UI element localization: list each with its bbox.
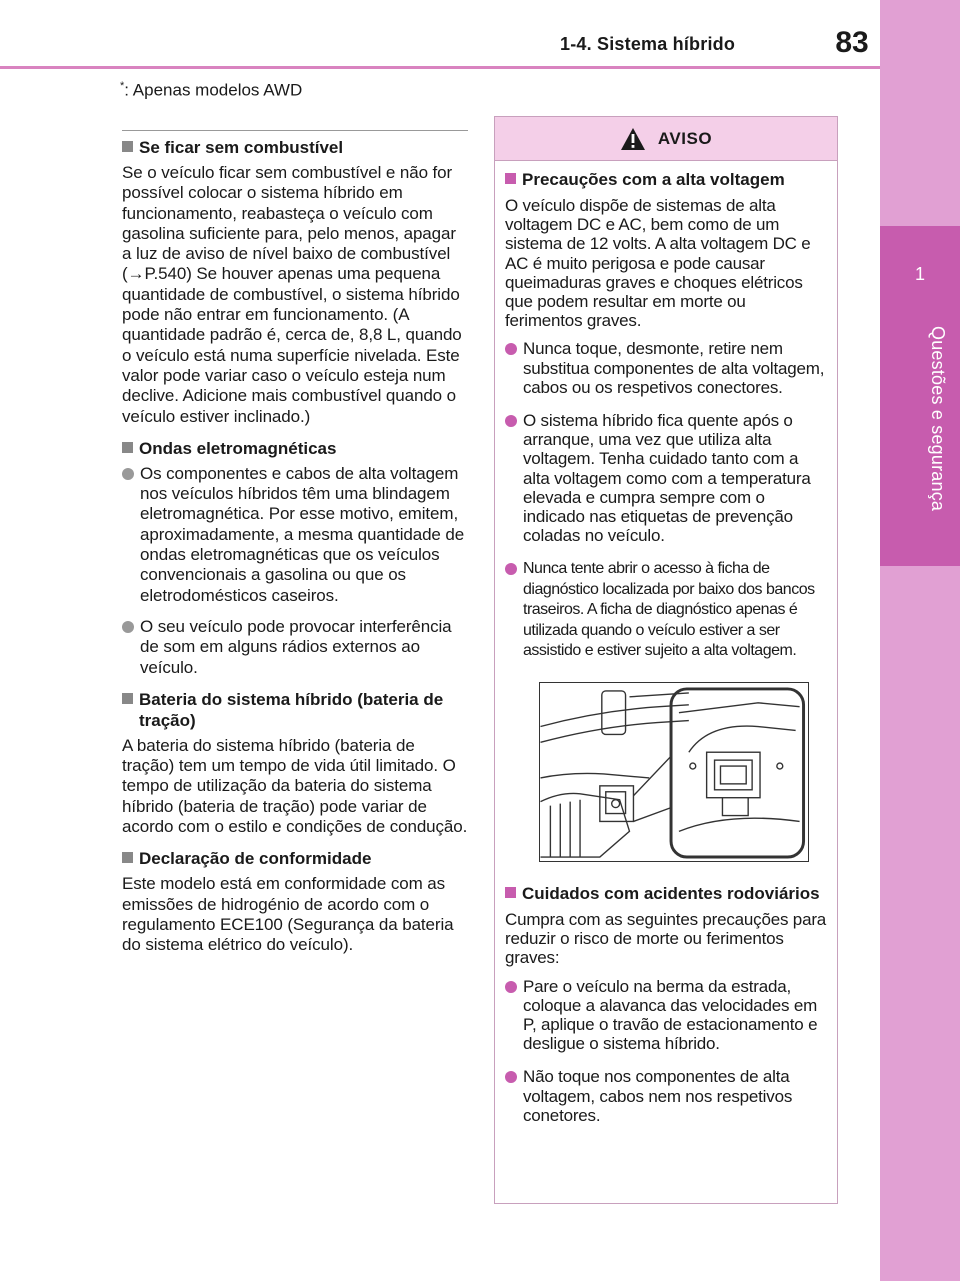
header-rule — [0, 66, 880, 69]
section-heading-fuel: Se ficar sem combustível — [122, 137, 468, 158]
circle-bullet-icon — [505, 1071, 517, 1083]
circle-bullet-icon — [505, 343, 517, 355]
footnote-text: : Apenas modelos AWD — [124, 80, 303, 100]
square-bullet-icon — [122, 141, 133, 152]
section-heading-waves: Ondas eletromagnéticas — [122, 438, 468, 459]
paragraph-fuel: Se o veículo ficar sem combustível e não for possível colocar o sistema híbrido em funcionamento, reabasteça o veículo com gasolina suficiente para, pelo menos, apagar a luz de aviso de nível baixo de combustível (→P.540) Se houver apenas uma pequena quantidade de combustível, o sistema híbrido pode não entrar em funcionamento. (A quantidade padrão é, cerca de, 8,8 L, quando o veículo está numa superfície nivelada. Este valor pode variar caso o veículo esteja num declive. Adicione mais combustível quando o veículo estiver inclinado.) — [122, 163, 462, 426]
paragraph-battery: A bateria do sistema híbrido (bateria de tração) tem um tempo de vida útil limitado. O tempo de utilização da bateria do sistema híbrido (bateria de tração) pode variar de acordo com o estilo e condições de condução. — [122, 735, 468, 837]
list-item: O seu veículo pode provocar interferência de som em alguns rádios externos ao veículo. — [122, 617, 468, 678]
section-heading-high-voltage: Precauções com a alta voltagem — [505, 169, 827, 190]
circle-bullet-icon — [505, 415, 517, 427]
warning-header — [495, 117, 837, 161]
section-title: 1-4. Sistema híbrido — [560, 34, 736, 54]
circle-bullet-icon — [122, 621, 134, 633]
square-bullet-icon — [505, 887, 516, 898]
list-item: Nunca tente abrir o acesso à ficha de diagnóstico localizada por baixo dos bancos traseiros. A ficha de diagnóstico apenas é utilizada quando o veículo estiver a ser assistido e estiver sujeito a alta voltagem. — [505, 559, 827, 662]
circle-bullet-icon — [122, 468, 134, 480]
list-item: O sistema híbrido fica quente após o arranque, uma vez que utiliza alta voltagem. Tenha cuidado tanto com a alta voltagem como com a temperatura elevada e cumpra sempre com o indicado nas etiquetas de prevenção coladas no veículo. — [505, 411, 827, 545]
left-column — [122, 130, 468, 967]
footnote — [120, 80, 302, 101]
paragraph-high-voltage: O veículo dispõe de sistemas de alta voltagem DC e AC, bem como de um sistema de 12 volts. A alta voltagem DC e AC é muito perigosa e pode causar queimaduras graves e choques elétricos que podem resultar em morte ou ferimentos graves. — [505, 196, 811, 331]
circle-bullet-icon — [505, 981, 517, 993]
chapter-label: Questões e segurança — [928, 326, 948, 512]
square-bullet-icon — [505, 173, 516, 184]
list-item: Não toque nos componentes de alta voltagem, cabos nem nos respetivos conetores. — [505, 1067, 827, 1125]
square-bullet-icon — [122, 442, 133, 453]
warning-title: AVISO — [657, 128, 713, 148]
warning-body — [495, 161, 837, 1125]
section-heading-conformity: Declaração de conformidade — [122, 848, 468, 869]
paragraph-accidents: Cumpra com as seguintes precauções para reduzir o risco de morte ou ferimentos graves: — [505, 909, 827, 968]
circle-bullet-icon — [505, 563, 517, 575]
side-tab — [880, 0, 960, 1281]
warning-triangle-icon — [620, 127, 646, 151]
footnote-marker: * — [120, 80, 125, 92]
list-item: Nunca toque, desmonte, retire nem substitua componentes de alta voltagem, cabos ou os respetivos conectores. — [505, 339, 827, 397]
list-item: Pare o veículo na berma da estrada, coloque a alavanca das velocidades em P, aplique o travão de estacionamento e desligue o sistema híbrido. — [505, 977, 827, 1054]
list-item: Os componentes e cabos de alta voltagem nos veículos híbridos têm uma blindagem eletromagnética. Por esse motivo, emitem, aproximadamente, a mesma quantidade de ondas eletromagnéticas que os veículos convencionais a gasolina ou que os eletrodomésticos caseiros. — [122, 464, 468, 606]
paragraph-conformity: Este modelo está em conformidade com as emissões de hidrogénio de acordo com o regulamento ECE100 (Segurança da bateria do sistema elétrico do veículo). — [122, 874, 454, 955]
square-bullet-icon — [122, 852, 133, 863]
square-bullet-icon — [122, 693, 133, 704]
warning-box — [494, 116, 838, 1204]
service-plug-illustration — [539, 682, 809, 862]
section-heading-battery: Bateria do sistema híbrido (bateria de tração) — [122, 689, 468, 731]
page-number: 83 — [835, 26, 869, 59]
section-heading-accidents: Cuidados com acidentes rodoviários — [505, 883, 827, 904]
chapter-number: 1 — [914, 264, 925, 284]
